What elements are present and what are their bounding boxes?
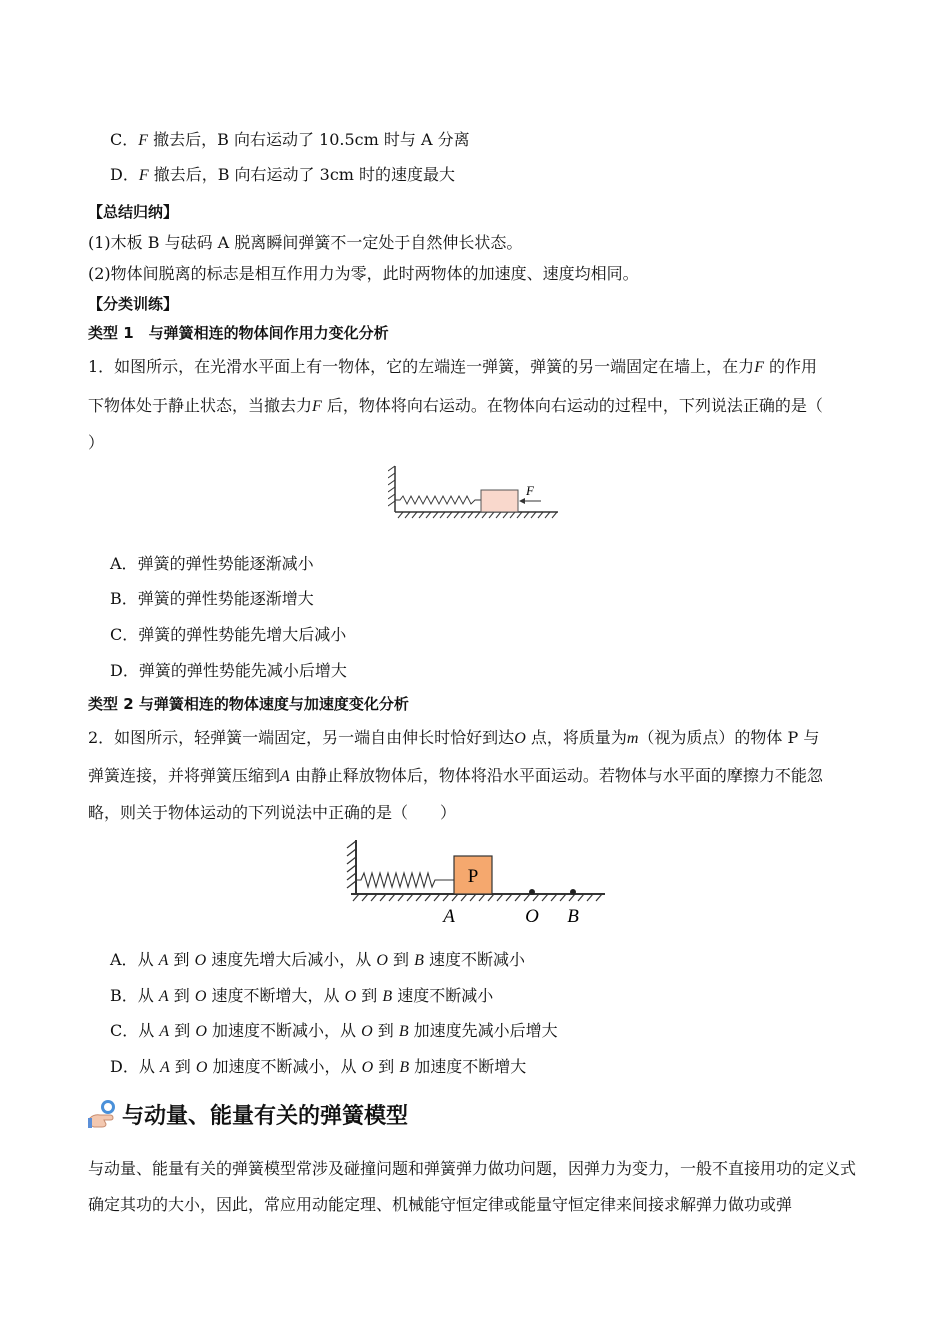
training-title: 【分类训练】	[88, 295, 179, 313]
question-text: 由静止释放物体后，物体将沿水平面运动。若物体与水平面的摩擦力不能忽	[289, 766, 823, 785]
spring	[356, 873, 454, 887]
variable: B	[399, 1059, 410, 1076]
variable: A	[159, 1023, 170, 1040]
option-text: 到	[372, 1021, 399, 1040]
type2-option-a	[110, 949, 862, 972]
type1-question-line3: ）	[88, 433, 105, 452]
variable: O	[376, 952, 388, 969]
option-text: 加速度先减小后增大	[408, 1021, 558, 1040]
section-heading-text: 与动量、能量有关的弹簧模型	[122, 1103, 409, 1129]
type1-option-b	[110, 588, 862, 610]
variable: A	[158, 988, 169, 1005]
wall	[347, 840, 356, 894]
option-letter: C．	[110, 1021, 139, 1040]
option-text: 从	[137, 950, 159, 969]
question-text: 1．如图所示，在光滑水平面上有一物体，它的左端连一弹簧，弹簧的另一端固定在墙上，在力	[88, 357, 755, 376]
option-text: 到	[387, 950, 415, 969]
variable: O	[194, 988, 207, 1005]
variable: O	[344, 988, 357, 1005]
type2-question-line3: 略，则关于物体运动的下列说法中正确的是（ ）	[88, 803, 457, 822]
variable: A	[280, 768, 290, 785]
option-text: 到	[168, 950, 195, 969]
variable: F	[138, 167, 149, 184]
type1-question-line1	[88, 356, 862, 379]
variable: B	[382, 988, 393, 1005]
wall	[388, 466, 395, 512]
type2-option-c	[110, 1020, 862, 1043]
option-text: 弹簧的弹性势能先减小后增大	[138, 661, 347, 680]
ground	[395, 512, 558, 518]
variable: O	[361, 1059, 374, 1076]
option-letter: B．	[110, 589, 138, 608]
section-heading	[88, 1094, 408, 1134]
variable: F	[312, 398, 322, 415]
option-text: 到	[169, 1057, 196, 1076]
variable: F	[138, 132, 149, 149]
ground	[351, 894, 605, 901]
force-label: F	[526, 483, 534, 498]
spring-block-figure-2	[343, 836, 607, 928]
option-d	[110, 164, 862, 187]
variable: A	[159, 1059, 170, 1076]
option-text: 到	[373, 1057, 400, 1076]
variable: O	[514, 730, 526, 747]
arrow-head-icon	[519, 498, 525, 504]
type1-question-line2	[88, 395, 862, 418]
block	[481, 490, 518, 512]
question-text: 弹簧连接，并将弹簧压缩到	[88, 766, 281, 785]
option-letter: D．	[110, 1057, 139, 1076]
summary-point-2: (2)物体间脱离的标志是相互作用力为零，此时两物体的加速度、速度均相同。	[88, 264, 639, 283]
option-text: 撤去后，B 向右运动了 3cm 时的速度最大	[148, 165, 456, 184]
variable: A	[158, 952, 169, 969]
point-o	[529, 889, 535, 895]
option-text: 到	[169, 1021, 196, 1040]
option-text: 到	[356, 986, 383, 1005]
type2-option-b	[110, 985, 862, 1008]
option-text: 从	[138, 1021, 160, 1040]
section-body: 与动量、能量有关的弹簧模型常涉及碰撞问题和弹簧弹力做功问题，因弹力为变力，一般不直接用功的定义式确定其功的大小，因此，常应用动能定理、机械能守恒定律或能量守恒定律来间接求解弹力做功或弹	[88, 1159, 857, 1214]
variable: O	[361, 1023, 373, 1040]
option-text: 速度不断增大，从	[206, 986, 345, 1005]
label-o: O	[525, 906, 539, 927]
question-text: 点，将质量为	[525, 728, 627, 747]
option-letter: D．	[110, 661, 139, 680]
option-text: 从	[138, 1057, 160, 1076]
variable: F	[754, 359, 764, 376]
option-text: 从	[137, 986, 159, 1005]
question-text: 2．如图所示，轻弹簧一端固定，另一端自由伸长时恰好到达	[88, 728, 515, 747]
option-letter: C．	[110, 130, 139, 149]
variable: O	[195, 1059, 208, 1076]
type2-option-d	[110, 1056, 862, 1079]
variable: m	[626, 730, 639, 747]
label-b: B	[567, 906, 579, 927]
option-letter: C．	[110, 625, 139, 644]
question-text: 下物体处于静止状态，当撤去力	[88, 396, 313, 415]
variable: B	[414, 952, 424, 969]
option-text: 速度不断减小	[392, 986, 494, 1005]
option-text: 弹簧的弹性势能先增大后减小	[138, 625, 347, 644]
option-text: 速度不断减小	[423, 950, 525, 969]
option-letter: A．	[110, 554, 138, 573]
question-text: 的作用	[763, 357, 818, 376]
option-text: 弹簧的弹性势能逐渐减小	[137, 554, 314, 573]
summary-title: 【总结归纳】	[88, 203, 179, 221]
question-text: 后，物体将向右运动。在物体向右运动的过程中，下列说法正确的是（	[321, 396, 823, 415]
type2-title: 类型 2 与弹簧相连的物体速度与加速度变化分析	[88, 695, 409, 713]
question-text: （视为质点）的物体 P 与	[638, 728, 820, 747]
option-text: 加速度不断减小，从	[206, 1021, 362, 1040]
block-label: P	[467, 866, 479, 887]
type1-option-a	[110, 553, 862, 575]
option-text: 加速度不断减小，从	[207, 1057, 362, 1076]
option-text: 撤去后，B 向右运动了 10.5cm 时与 A 分离	[148, 130, 470, 149]
type1-option-c	[110, 624, 862, 646]
variable: B	[398, 1023, 409, 1040]
variable: O	[195, 1023, 207, 1040]
type2-question-line2	[88, 765, 862, 788]
option-letter: D．	[110, 165, 139, 184]
variable: O	[194, 952, 207, 969]
label-a: A	[443, 906, 455, 927]
option-c	[110, 129, 862, 152]
type1-option-d	[110, 660, 862, 682]
option-text: 弹簧的弹性势能逐渐增大	[137, 589, 314, 608]
option-text: 加速度不断增大	[409, 1057, 527, 1076]
point-b	[570, 889, 576, 895]
spring	[395, 496, 481, 504]
spring-block-figure-1	[388, 462, 560, 520]
option-letter: B．	[110, 986, 138, 1005]
option-letter: A．	[110, 950, 138, 969]
option-text: 速度先增大后减小，从	[206, 950, 377, 969]
type1-title: 类型 1 与弹簧相连的物体间作用力变化分析	[88, 324, 389, 342]
type2-question-line1	[88, 727, 862, 750]
option-text: 到	[168, 986, 195, 1005]
summary-point-1: (1)木板 B 与砝码 A 脱离瞬间弹簧不一定处于自然伸长状态。	[88, 233, 523, 252]
pointing-hand-icon	[88, 1098, 118, 1130]
